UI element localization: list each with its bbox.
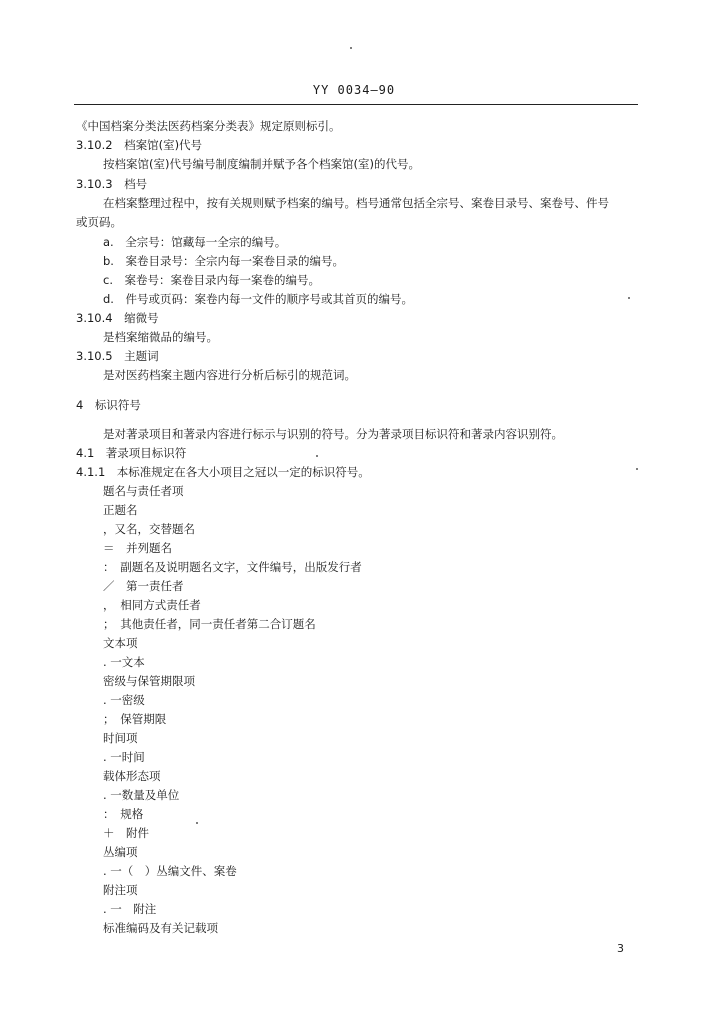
section-heading: 3.10.3 档号: [76, 177, 148, 191]
standard-code-header: YY 0034—90: [312, 83, 396, 97]
list-item: 标准编码及有关记载项: [103, 921, 218, 935]
list-item: a. 全宗号：馆藏每一全宗的编号。: [103, 235, 287, 249]
section-heading: 3.10.2 档案馆(室)代号: [76, 138, 203, 152]
scan-speck: [196, 822, 198, 824]
list-item: 文本项: [103, 636, 138, 650]
list-item: ，又名，交替题名: [103, 522, 195, 536]
section-heading: 4.1.1 本标准规定在各大小项目之冠以一定的标识符号。: [76, 465, 370, 479]
scan-speck: [350, 47, 352, 49]
list-item: ： 副题名及说明题名文字，文件编号，出版发行者: [103, 560, 362, 574]
list-item: . 一密级: [103, 693, 145, 707]
list-item: . 一文本: [103, 655, 145, 669]
text-line: 按档案馆(室)代号编号制度编制并赋予各个档案馆(室)的代号。: [103, 157, 420, 171]
scan-speck: [628, 297, 630, 299]
list-item: b. 案卷目录号：全宗内每一案卷目录的编号。: [103, 254, 344, 268]
list-item: c. 案卷号：案卷目录内每一案卷的编号。: [103, 273, 320, 287]
list-item: 题名与责任者项: [103, 484, 184, 498]
text-line: 是对医药档案主题内容进行分析后标引的规范词。: [103, 368, 356, 382]
list-item: ＝ 并列题名: [103, 541, 172, 555]
list-item: . 一数量及单位: [103, 788, 180, 802]
list-item: ； 保管期限: [103, 712, 167, 726]
list-item: ／ 第一责任者: [103, 579, 184, 593]
list-item: 载体形态项: [103, 769, 161, 783]
list-item: 正题名: [103, 503, 138, 517]
list-item: ： 规格: [103, 807, 144, 821]
list-item: 密级与保管期限项: [103, 674, 195, 688]
text-line: 是对著录项目和著录内容进行标示与识别的符号。分为著录项目标识符和著录内容识别符。: [103, 427, 563, 441]
list-item: 附注项: [103, 883, 138, 897]
list-item: 时间项: [103, 731, 138, 745]
list-item: ＋ 附件: [103, 826, 149, 840]
scan-speck: [316, 455, 318, 457]
text-line: 在档案整理过程中，按有关规则赋予档案的编号。档号通常包括全宗号、案卷目录号、案卷号、件号: [103, 196, 609, 210]
list-item: . 一（ ）丛编文件、案卷: [103, 864, 237, 878]
section-heading: 3.10.5 主题词: [76, 349, 159, 363]
text-line: 是档案缩微品的编号。: [103, 330, 218, 344]
section-heading: 4.1 著录项目标识符: [76, 446, 187, 460]
text-line: 或页码。: [76, 215, 122, 229]
text-line: 《中国档案分类法医药档案分类表》规定原则标引。: [76, 119, 341, 133]
list-item: . 一时间: [103, 750, 145, 764]
chapter-heading: 4 标识符号: [76, 398, 141, 412]
scan-speck: [636, 468, 638, 470]
list-item: ， 相同方式责任者: [103, 598, 201, 612]
page-number: 3: [617, 942, 624, 955]
section-heading: 3.10.4 缩微号: [76, 311, 159, 325]
header-rule: [74, 104, 638, 105]
list-item: d. 件号或页码：案卷内每一文件的顺序号或其首页的编号。: [103, 292, 413, 306]
list-item: 丛编项: [103, 845, 138, 859]
list-item: ； 其他责任者，同一责任者第二合订题名: [103, 617, 316, 631]
list-item: . 一 附注: [103, 902, 157, 916]
